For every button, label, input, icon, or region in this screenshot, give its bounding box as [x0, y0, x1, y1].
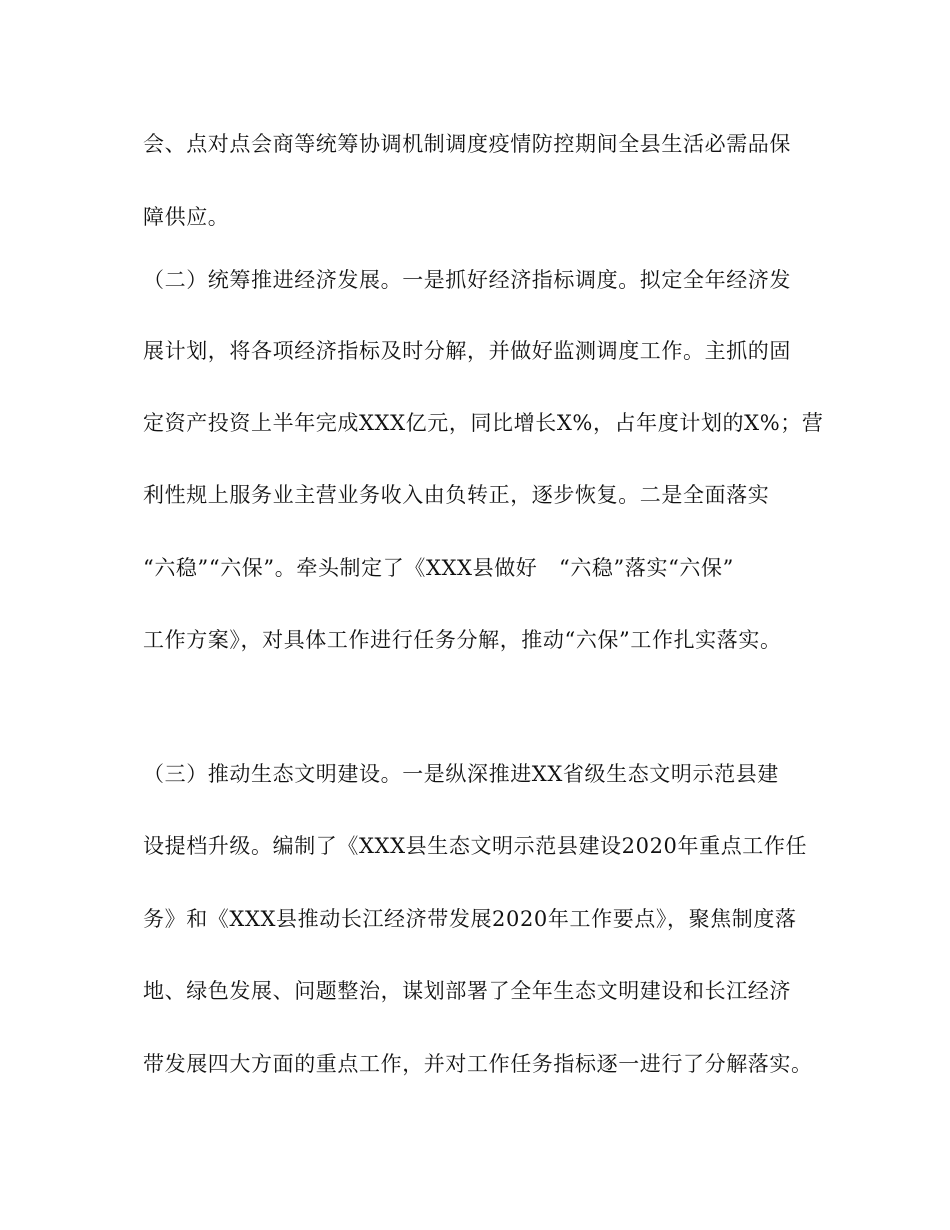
text-line: 带发展四大方面的重点工作，并对工作任务指标逐一进行了分解落实。 — [143, 1052, 813, 1076]
text-line: 地、绿色发展、问题整治，谋划部署了全年生态文明建设和长江经济 — [143, 979, 791, 1003]
text-line: 工作方案》，对具体工作进行任务分解，推动“六保”工作扎实落实。 — [143, 628, 782, 652]
paragraph-heading-line: （三）推动生态文明建设。一是纵深推进XX省级生态文明示范县建 — [143, 762, 779, 786]
text-line: “六稳”“六保”。牵头制定了《XXX县做好 “六稳”落实“六保” — [143, 556, 734, 580]
text-line: 设提档升级。编制了《XXX县生态文明示范县建设2020年重点工作任 — [143, 834, 808, 858]
text-line: 利性规上服务业主营业务收入由负转正，逐步恢复。二是全面落实 — [143, 483, 770, 507]
text-line: 展计划，将各项经济指标及时分解，并做好监测调度工作。主抓的固 — [143, 339, 791, 363]
text-line: 障供应。 — [143, 205, 230, 229]
paragraph-heading-line: （二）统筹推进经济发展。一是抓好经济指标调度。拟定全年经济发 — [143, 268, 791, 292]
text-line: 定资产投资上半年完成XXX亿元，同比增长X%，占年度计划的X%；营 — [143, 411, 824, 435]
text-line: 会、点对点会商等统筹协调机制调度疫情防控期间全县生活必需品保 — [143, 132, 791, 156]
text-line: 务》和《XXX县推动长江经济带发展2020年工作要点》，聚焦制度落 — [143, 907, 797, 931]
